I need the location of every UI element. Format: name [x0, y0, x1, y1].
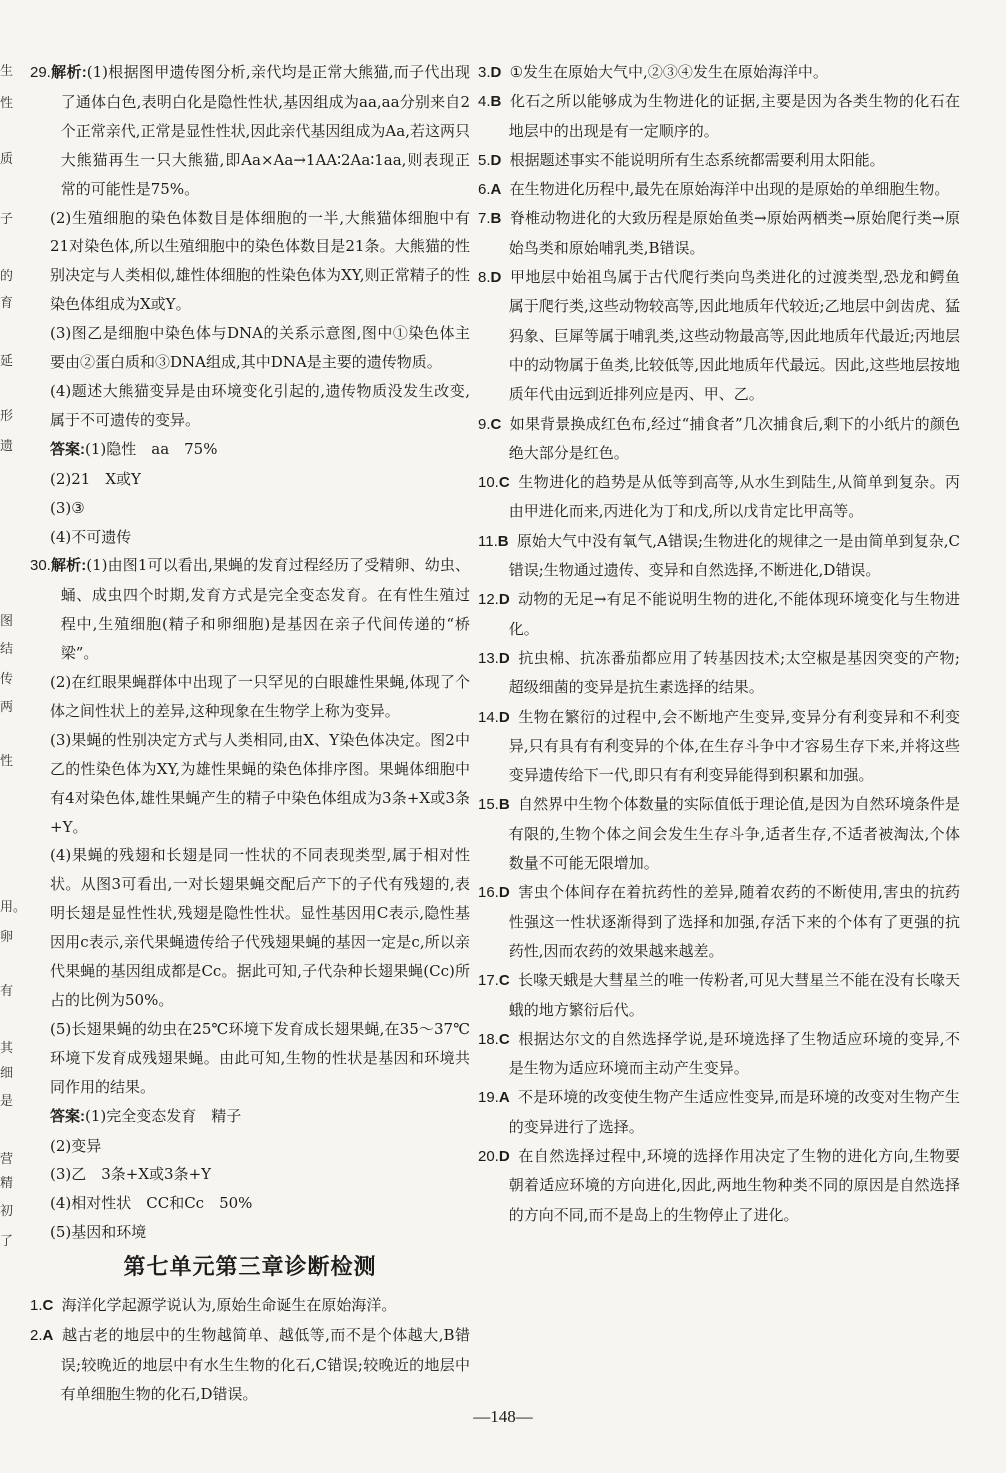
question-number: 4. — [478, 93, 491, 111]
explanation-text: 生物在繁衍的过程中,会不断地产生变异,变异分有利变异和不利变异,只有具有有利变异的个体,在生存斗争中才容易生存下来,并将这些变异遗传给下一代,即只有有利变异能得到积累和加强。 — [508, 707, 960, 785]
edge-fragment: 两 — [0, 700, 14, 715]
q29-part4: (4)题述大熊猫变异是由环境变化引起的,遗传物质没发生改变,属于不可遗传的变异。 — [50, 381, 470, 429]
question-number: 19. — [478, 1089, 499, 1107]
analysis-label: 解析: — [50, 64, 87, 81]
explanation-text: 在生物进化历程中,最先在原始海洋中出现的是原始的单细胞生物。 — [509, 180, 950, 199]
answer-letter: B — [490, 93, 502, 111]
answer-letter: D — [498, 708, 510, 726]
edge-fragment: 图 — [0, 614, 14, 629]
edge-fragment: 育 — [0, 296, 14, 311]
answer-letter: B — [497, 532, 509, 550]
question-number: 6. — [478, 181, 491, 199]
answer-letter: B — [490, 210, 502, 228]
explanation-text: 自然界中生物个体数量的实际值低于理论值,是因为自然环境条件是有限的,生物个体之间会发生生存斗争,适者生存,不适者被淘汰,个体数量不可能无限增加。 — [508, 795, 960, 873]
left-column — [30, 58, 470, 1409]
answer-letter: B — [498, 796, 510, 814]
answer-item — [478, 410, 960, 469]
answer-letter: A — [42, 1327, 54, 1345]
q30-part2: (2)在红眼果蝇群体中出现了一只罕见的白眼雄性果蝇,体现了个体之间性状上的差异,这种现象在生物学上称为变异。 — [50, 673, 470, 720]
answer-letter: D — [490, 269, 502, 287]
edge-fragment: 延 — [0, 354, 14, 369]
question-number: 3. — [478, 64, 491, 81]
answer-item — [478, 703, 960, 791]
q29-part3: (3)图乙是细胞中染色体与DNA的关系示意图,图中①染色体主要由②蛋白质和③DNA组成,其中DNA是主要的遗传物质。 — [50, 324, 470, 372]
q29-answer-2: (2)21 X或Y — [50, 469, 141, 488]
answer-item — [478, 1142, 960, 1230]
answer-letter: C — [498, 1030, 510, 1048]
q29-answer-4: (4)不可遗传 — [50, 527, 132, 546]
explanation-text: 甲地层中始祖鸟属于古代爬行类向鸟类进化的过渡类型,恐龙和鳄鱼属于爬行类,这些动物较高等,因此地质年代较近;乙地层中剑齿虎、猛犸象、巨犀等属于哺乳类,这些动物最高等,因此地质年代最近;丙地层中的动物属于鱼类,比较低等,因此地质年代最远。因此,这些地层按地质年代由远到近排列应是丙、甲、乙。 — [508, 268, 960, 404]
question-number: 11. — [478, 532, 498, 550]
explanation-text: 根据达尔文的自然选择学说,是环境选择了生物适应环境的变异,不是生物为适应环境而主动产生变异。 — [508, 1029, 960, 1078]
explanation-text: 抗虫棉、抗冻番茄都应用了转基因技术;太空椒是基因突变的产物;超级细菌的变异是抗生素选择的结果。 — [508, 648, 960, 697]
explanation-text: 害虫个体间存在着抗药性的差异,随着农药的不断使用,害虫的抗药性强这一性状逐渐得到了选择和加强,存活下来的个体有了更强的抗药性,因而农药的效果越来越差。 — [508, 883, 960, 960]
question-number: 15. — [478, 796, 499, 814]
answer-item — [478, 1025, 960, 1084]
explanation-text: 越古老的地层中的生物越简单、越低等,而不是个体越大,B错误;较晚近的地层中有水生生物的化石,C错误;较晚近的地层中有单细胞生物的化石,D错误。 — [60, 1326, 470, 1403]
edge-fragment: 卵 — [0, 930, 14, 945]
answer-item — [478, 87, 960, 146]
answer-item — [478, 175, 960, 204]
explanation-text: ①发生在原始大气中,②③④发生在原始海洋中。 — [509, 63, 828, 81]
answer-letter: C — [498, 474, 510, 492]
answer-item — [478, 468, 960, 527]
explanation-text: 原始大气中没有氧气,A错误;生物进化的规律之一是由简单到复杂,C错误;生物通过遗传、变异和自然选择,不断进化,D错误。 — [508, 531, 960, 580]
q29-answer-3: (3)③ — [50, 498, 85, 517]
answer-item — [478, 790, 960, 878]
edge-fragment: 结 — [0, 642, 14, 657]
question-number: 14. — [478, 708, 499, 726]
q29-analysis — [30, 58, 470, 204]
edge-fragment: 生 — [0, 64, 14, 79]
question-number: 12. — [478, 591, 499, 609]
question-number: 8. — [478, 269, 491, 287]
question-number: 13. — [478, 649, 499, 667]
edge-fragment: 了 — [0, 1234, 14, 1249]
edge-fragment: 细 — [0, 1066, 14, 1081]
explanation-text: 在自然选择过程中,环境的选择作用决定了生物的进化方向,生物要朝着适应环境的方向进化,因此,两地生物种类不同的原因是自然选择的方向不同,而不是岛上的生物停止了进化。 — [508, 1146, 960, 1224]
right-column — [478, 58, 960, 1230]
q30-analysis — [30, 551, 470, 668]
answer-letter: A — [498, 1089, 510, 1107]
question-number: 20. — [478, 1147, 499, 1165]
answer-letter: A — [490, 181, 502, 199]
analysis-label: 解析: — [50, 557, 87, 575]
explanation-text: 生物进化的趋势是从低等到高等,从水生到陆生,从简单到复杂。丙由甲进化而来,丙进化为丁和戊,所以戊肯定比甲高等。 — [508, 473, 960, 521]
explanation-text: 根据题述事实不能说明所有生态系统都需要利用太阳能。 — [509, 150, 885, 169]
s1-item — [30, 1291, 470, 1321]
answer-text: (1)完全变态发育 精子 — [85, 1106, 242, 1125]
s2-item — [30, 1321, 470, 1409]
explanation-text: 海洋化学起源学说认为,原始生命诞生在原始海洋。 — [61, 1296, 397, 1315]
answer-item — [478, 146, 960, 175]
edge-fragment: 的 — [0, 269, 14, 284]
explanation-text: 不是环境的改变使生物产生适应性变异,而是环境的改变对生物产生的变异进行了选择。 — [508, 1088, 960, 1136]
answer-letter: D — [498, 591, 510, 609]
q30-answer-4: (4)相对性状 CC和Cc 50% — [50, 1194, 253, 1213]
explanation-text: 动物的无足→有足不能说明生物的进化,不能体现环境变化与生物进化。 — [508, 590, 960, 638]
q30-part3: (3)果蝇的性别决定方式与人类相同,由X、Y染色体决定。图2中乙的性染色体为XY,为雄性果蝇的染色体排序图。果蝇体细胞中有4对染色体,雄性果蝇产生的精子中染色体组成为3条+X或3条+Y。 — [50, 730, 470, 836]
analysis-text: (1)根据图甲遗传图分析,亲代均是正常大熊猫,而子代出现了通体白色,表明白化是隐性性状,基因组成为aa,aa分别来自2个正常亲代,正常是显性性状,因此亲代基因组成为Aa,若这两只大熊猫再生一只大熊猫,即Aa×Aa→1AA∶2Aa∶1aa,则表现正常的可能性是75%。 — [60, 63, 470, 198]
page-number: —148— — [473, 1407, 533, 1426]
question-number: 29. — [30, 64, 51, 81]
answer-letter: D — [498, 884, 510, 902]
question-number: 7. — [478, 210, 491, 228]
edge-fragment: 营 — [0, 1152, 14, 1167]
answer-item — [478, 527, 960, 586]
question-number: 16. — [478, 884, 499, 902]
edge-fragment: 性 — [0, 96, 14, 111]
question-number: 10. — [478, 474, 499, 492]
answer-item — [478, 1083, 960, 1142]
answer-item — [478, 58, 960, 87]
q30-answer-5: (5)基因和环境 — [50, 1223, 147, 1242]
edge-fragment: 其 — [0, 1041, 14, 1056]
explanation-text: 化石之所以能够成为生物进化的证据,主要是因为各类生物的化石在地层中的出现是有一定顺序的。 — [508, 92, 960, 140]
answer-label: 答案: — [50, 1107, 85, 1125]
question-number: 1. — [30, 1297, 43, 1315]
edge-fragment: 质 — [0, 152, 14, 167]
edge-fragment: 子 — [0, 212, 14, 227]
question-number: 30. — [30, 557, 51, 575]
edge-fragment: 初 — [0, 1204, 14, 1219]
question-number: 2. — [30, 1327, 43, 1345]
answer-item — [478, 263, 960, 409]
question-number: 18. — [478, 1030, 499, 1048]
explanation-text: 如果背景换成红色布,经过“捕食者”几次捕食后,剩下的小纸片的颜色绝大部分是红色。 — [508, 414, 960, 462]
answer-label: 答案: — [50, 440, 85, 458]
edge-fragment: 传 — [0, 672, 14, 687]
explanation-text: 长喙天蛾是大彗星兰的唯一传粉者,可见大彗星兰不能在没有长喙天蛾的地方繁衍后代。 — [508, 971, 960, 1019]
analysis-text: (1)由图1可以看出,果蝇的发育过程经历了受精卵、幼虫、蛹、成虫四个时期,发育方式是完全变态发育。在有性生殖过程中,生殖细胞(精子和卵细胞)是基因在亲子代间传递的“桥梁”。 — [60, 556, 471, 663]
edge-fragment: 形 — [0, 409, 14, 424]
answer-letter: D — [490, 151, 502, 169]
answer-item — [478, 585, 960, 644]
section-title: 第七单元第三章诊断检测 — [123, 1255, 377, 1281]
explanation-text: 脊椎动物进化的大致历程是原始鱼类→原始两栖类→原始爬行类→原始鸟类和原始哺乳类,B错误。 — [508, 209, 960, 257]
edge-fragment: 精 — [0, 1176, 14, 1191]
question-number: 9. — [478, 415, 491, 433]
answer-item — [478, 878, 960, 966]
answer-letter: C — [498, 972, 510, 990]
q30-answer — [30, 1102, 470, 1132]
edge-fragment: 用。 — [0, 900, 27, 915]
answer-letter: D — [490, 64, 502, 81]
answer-letter: C — [42, 1297, 54, 1315]
q30-answer-3: (3)乙 3条+X或3条+Y — [50, 1165, 212, 1184]
edge-fragment: 遗 — [0, 439, 14, 454]
q30-part4: (4)果蝇的残翅和长翅是同一性状的不同表现类型,属于相对性状。从图3可看出,一对长翅果蝇交配后产下的子代有残翅的,表明长翅是显性性状,残翅是隐性性状。显性基因用C表示,隐性基因用c表示,亲代果蝇遗传给子代残翅果蝇的基因一定是c,所以亲代果蝇的基因组成都是Cc。据此可知,子代杂种长翅果蝇(Cc)所占的比例为50%。 — [50, 846, 470, 1009]
q30-part5: (5)长翅果蝇的幼虫在25℃环境下发育成长翅果蝇,在35～37℃环境下发育成残翅果蝇。由此可知,生物的性状是基因和环境共同作用的结果。 — [50, 1019, 470, 1096]
question-number: 5. — [478, 151, 491, 169]
answer-letter: D — [498, 1147, 510, 1165]
answer-item — [478, 966, 960, 1025]
answer-item — [478, 204, 960, 263]
answer-text: (1)隐性 aa 75% — [85, 439, 218, 458]
answer-letter: C — [490, 415, 502, 433]
answer-item — [478, 644, 960, 703]
q29-answer — [30, 435, 470, 465]
edge-fragment: 是 — [0, 1094, 14, 1109]
answer-letter: D — [498, 649, 510, 667]
edge-fragment: 性 — [0, 754, 14, 769]
question-number: 17. — [478, 972, 499, 990]
edge-fragment: 有 — [0, 984, 14, 999]
q30-answer-2: (2)变异 — [50, 1136, 102, 1155]
q29-part2: (2)生殖细胞的染色体数目是体细胞的一半,大熊猫体细胞中有21对染色体,所以生殖细胞中的染色体数目是21条。大熊猫的性别决定与人类相似,雄性体细胞的性染色体为XY,则正常精子的性染色体组成为X或Y。 — [50, 208, 470, 314]
